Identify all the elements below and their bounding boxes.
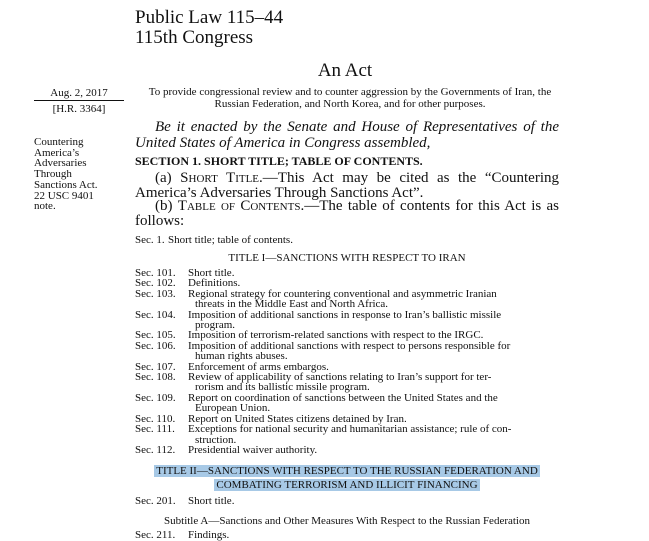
toc-section-continuation: rorism and its ballistic missile program. <box>195 381 370 394</box>
margin-note-line: Sanctions Act. <box>34 178 98 191</box>
toc-section-title: Definitions. <box>188 277 241 290</box>
toc-section-title: Findings. <box>188 529 230 541</box>
toc-section-number: Sec. 109. <box>135 391 176 404</box>
toc-section-title: Imposition of additional sanctions in response to Iran’s ballistic missile <box>188 308 502 321</box>
toc-section-number: Sec. 110. <box>135 412 176 425</box>
toc-entry <box>135 341 559 362</box>
toc-section-number: Sec. 201. <box>135 495 176 507</box>
toc-section-number: Sec. 101. <box>135 267 176 279</box>
toc-section-title: Enforcement of arms embargos. <box>188 360 329 373</box>
paragraph-a-text: .—This Act may be cited as the “Countering America’s Adversaries Through Sanctions Act”. <box>135 170 559 201</box>
toc-section-title: Presidential waiver authority. <box>188 443 318 456</box>
paragraph-a-label: (a) <box>155 170 181 186</box>
margin-note-line: America’s <box>34 146 80 159</box>
toc-entry <box>135 424 559 445</box>
toc-section-number: Sec. 103. <box>135 287 176 300</box>
toc-section-continuation: European Union. <box>195 402 271 415</box>
toc-section-title: Report on coordination of sanctions between the United States and the <box>188 391 498 404</box>
toc-section-title: Imposition of additional sanctions with respect to persons responsible for <box>188 339 511 352</box>
toc-section-continuation: threats in the Middle East and North Africa. <box>195 298 389 311</box>
paragraph-a <box>135 171 559 200</box>
toc-section-title: Short title; table of contents. <box>168 234 293 246</box>
public-law-number: Public Law 115–44 <box>135 7 284 28</box>
toc-section-title: Short title. <box>188 267 235 279</box>
toc-section-title: Review of applicability of sanctions relating to Iran’s support for ter- <box>188 371 492 384</box>
toc-entry <box>135 530 559 540</box>
title-2-heading-line-1: TITLE II—SANCTIONS WITH RESPECT TO THE RUSSIAN FEDERATION AND <box>156 465 538 477</box>
toc-section-title: Imposition of terrorism-related sanctions with respect to the IRGC. <box>188 329 484 342</box>
title-1-heading: TITLE I—SANCTIONS WITH RESPECT TO IRAN <box>228 252 466 264</box>
title-2-heading <box>135 465 559 492</box>
margin-note-line: Through <box>34 168 72 181</box>
bill-number: [H.R. 3364] <box>52 103 106 115</box>
congress-number: 115th Congress <box>135 27 254 48</box>
margin-note-line: Countering <box>34 136 84 148</box>
toc-section-continuation: program. <box>195 319 236 332</box>
toc-entry <box>135 445 559 455</box>
paragraph-a-caption: Short Title <box>180 170 260 186</box>
paragraph-b-caption: Table of Contents <box>177 198 301 214</box>
toc-section-number: Sec. 106. <box>135 339 176 352</box>
toc-entry <box>135 372 559 393</box>
toc-entry <box>135 393 559 414</box>
margin-note-line: note. <box>34 200 56 213</box>
toc-section-title: Report on United States citizens detained by Iran. <box>188 412 407 425</box>
toc-section-continuation: human rights abuses. <box>195 350 288 363</box>
title-2-heading-line-2: COMBATING TERRORISM AND ILLICIT FINANCING <box>216 478 478 491</box>
toc-section-number: Sec. 107. <box>135 360 176 373</box>
toc-section-number: Sec. 104. <box>135 308 176 321</box>
toc-section-number: Sec. 112. <box>135 443 176 456</box>
toc-title-1-list <box>135 268 559 455</box>
margin-note <box>34 137 114 212</box>
toc-entry <box>135 235 559 245</box>
subtitle-a-heading: Subtitle A—Sanctions and Other Measures With Respect to the Russian Federation <box>164 515 530 527</box>
section-1-heading: SECTION 1. SHORT TITLE; TABLE OF CONTENTS. <box>135 154 423 168</box>
enactment-info <box>34 87 124 115</box>
margin-note-line: Adversaries <box>34 157 87 170</box>
margin-note-line: 22 USC 9401 <box>34 189 94 202</box>
paragraph-b-label: (b) <box>155 198 178 214</box>
toc-section-title: Exceptions for national security and humanitarian assistance; rule of con- <box>188 423 512 436</box>
purpose-statement: To provide congressional review and to counter aggression by the Governments of Iran, the Russian Federation, and North Korea, and for other purposes. <box>148 86 552 110</box>
toc-section-number: Sec. 111. <box>135 423 175 436</box>
toc-section-number: Sec. 1. <box>135 234 165 246</box>
toc-section-title: Regional strategy for countering conventional and asymmetric Iranian <box>188 287 497 300</box>
paragraph-b-text: .—The table of contents for this Act is as follows: <box>135 198 560 229</box>
toc-section-title: Short title. <box>188 495 235 507</box>
enactment-date: Aug. 2, 2017 <box>34 87 124 101</box>
act-heading: An Act <box>317 60 373 81</box>
enacting-clause: Be it enacted by the Senate and House of Representatives of the United States of America in Congress assembled, <box>135 119 559 151</box>
toc-section-number: Sec. 211. <box>135 529 176 541</box>
toc-section-continuation: struction. <box>195 433 237 446</box>
toc-entry <box>135 496 559 506</box>
toc-entry <box>135 310 559 331</box>
paragraph-b <box>135 199 559 228</box>
toc-section-number: Sec. 105. <box>135 329 176 342</box>
toc-section-number: Sec. 102. <box>135 277 176 290</box>
toc-section-number: Sec. 108. <box>135 371 176 384</box>
toc-entry <box>135 289 559 310</box>
